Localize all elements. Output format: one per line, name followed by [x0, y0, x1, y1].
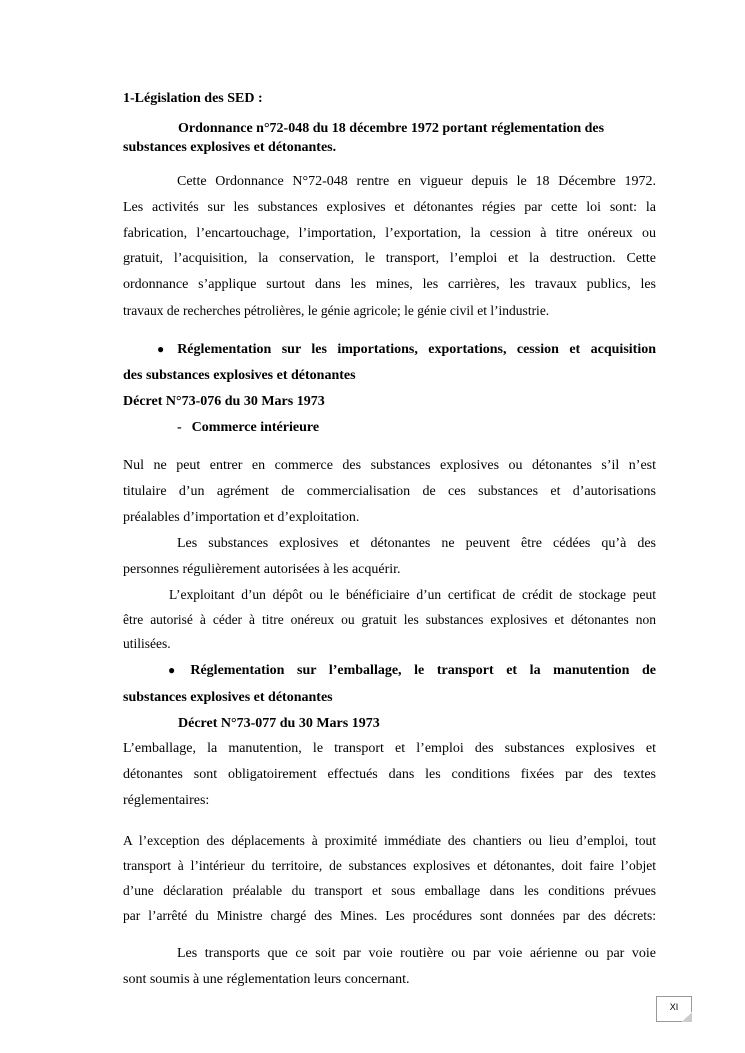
- ordonnance-text-line: fabrication, l’encartouchage, l’importation, l’exportation, la cession à titre onéreux ou: [123, 226, 656, 241]
- section2-text-line: Les transports que ce soit par voie routière ou par voie aérienne ou par voie: [177, 946, 656, 961]
- page-number-badge: [656, 996, 692, 1022]
- section2-text-line: détonantes sont obligatoirement effectués dans les conditions fixées par des textes: [123, 767, 656, 782]
- section1-text-line: Les substances explosives et détonantes ne peuvent être cédées qu’à des: [177, 536, 656, 551]
- section1-text-line: personnes régulièrement autorisées à les acquérir.: [123, 562, 401, 577]
- section2-text-line: d’une déclaration préalable du transport et sous emballage dans les conditions prévues: [123, 883, 656, 898]
- section1-subheading: - Commerce intérieure: [177, 420, 320, 435]
- section2-text-line: A l’exception des déplacements à proximité immédiate des chantiers ou lieu d’emploi, tout: [123, 833, 656, 848]
- section2-text-line: réglementaires:: [123, 793, 210, 808]
- ordonnance-title-line-1: Ordonnance n°72-048 du 18 décembre 1972 portant réglementation des: [178, 121, 605, 136]
- bullet-icon: ●: [157, 342, 172, 356]
- section1-bullet-title-line-1: ● Réglementation sur les importations, exportations, cession et acquisition: [157, 342, 656, 357]
- ordonnance-text-line: ordonnance s’applique surtout dans les mines, les carrières, les travaux publics, les: [123, 277, 656, 292]
- section-heading: 1-Législation des SED :: [123, 91, 263, 106]
- section1-text-line: préalables d’importation et d’exploitation.: [123, 510, 360, 525]
- page-number: XI: [669, 1002, 679, 1012]
- page-curl-icon: [682, 1012, 692, 1022]
- ordonnance-text-line: Les activités sur les substances explosives et détonantes régies par cette loi sont: la: [123, 200, 656, 215]
- section1-text-line: titulaire d’un agrément de commercialisation de ces substances et d’autorisations: [123, 484, 656, 499]
- section1-text-line: Nul ne peut entrer en commerce des substances explosives ou détonantes s’il n’est: [123, 458, 656, 473]
- section1-text-line: L’exploitant d’un dépôt ou le bénéficiaire d’un certificat de crédit de stockage peut: [169, 587, 656, 602]
- ordonnance-text-line: Cette Ordonnance N°72-048 rentre en vigueur depuis le 18 Décembre 1972.: [177, 174, 656, 189]
- section2-text-line: sont soumis à une réglementation leurs concernant.: [123, 972, 410, 987]
- bullet-icon: ●: [168, 663, 185, 677]
- section2-decret: Décret N°73-077 du 30 Mars 1973: [178, 716, 380, 731]
- section2-bullet-title-line-1: ● Réglementation sur l’emballage, le transport et la manutention de: [168, 663, 657, 678]
- ordonnance-title-line-2: substances explosives et détonantes.: [123, 140, 337, 155]
- section1-decret: Décret N°73-076 du 30 Mars 1973: [123, 394, 325, 409]
- section2-text-line: L’emballage, la manutention, le transport et l’emploi des substances explosives et: [123, 741, 656, 756]
- ordonnance-text-line: travaux de recherches pétrolières, le génie agricole; le génie civil et l’industrie.: [123, 303, 550, 318]
- section2-text-line: transport à l’intérieur du territoire, de substances explosives et détonantes, doit faire l’objet: [123, 858, 656, 873]
- ordonnance-text-line: gratuit, l’acquisition, la conservation, le transport, l’emploi et la destruction. Cette: [123, 251, 656, 266]
- section1-text-line: utilisées.: [123, 636, 171, 651]
- section2-text-line: par l’arrêté du Ministre chargé des Mines. Les procédures sont données par des décrets:: [123, 908, 656, 923]
- section2-bullet-title-line-2: substances explosives et détonantes: [123, 690, 333, 705]
- section1-text-line: être autorisé à céder à titre onéreux ou gratuit les substances explosives et détonantes non: [123, 612, 656, 627]
- section1-bullet-title-line-2: des substances explosives et détonantes: [123, 368, 356, 383]
- dash-icon: -: [177, 420, 182, 435]
